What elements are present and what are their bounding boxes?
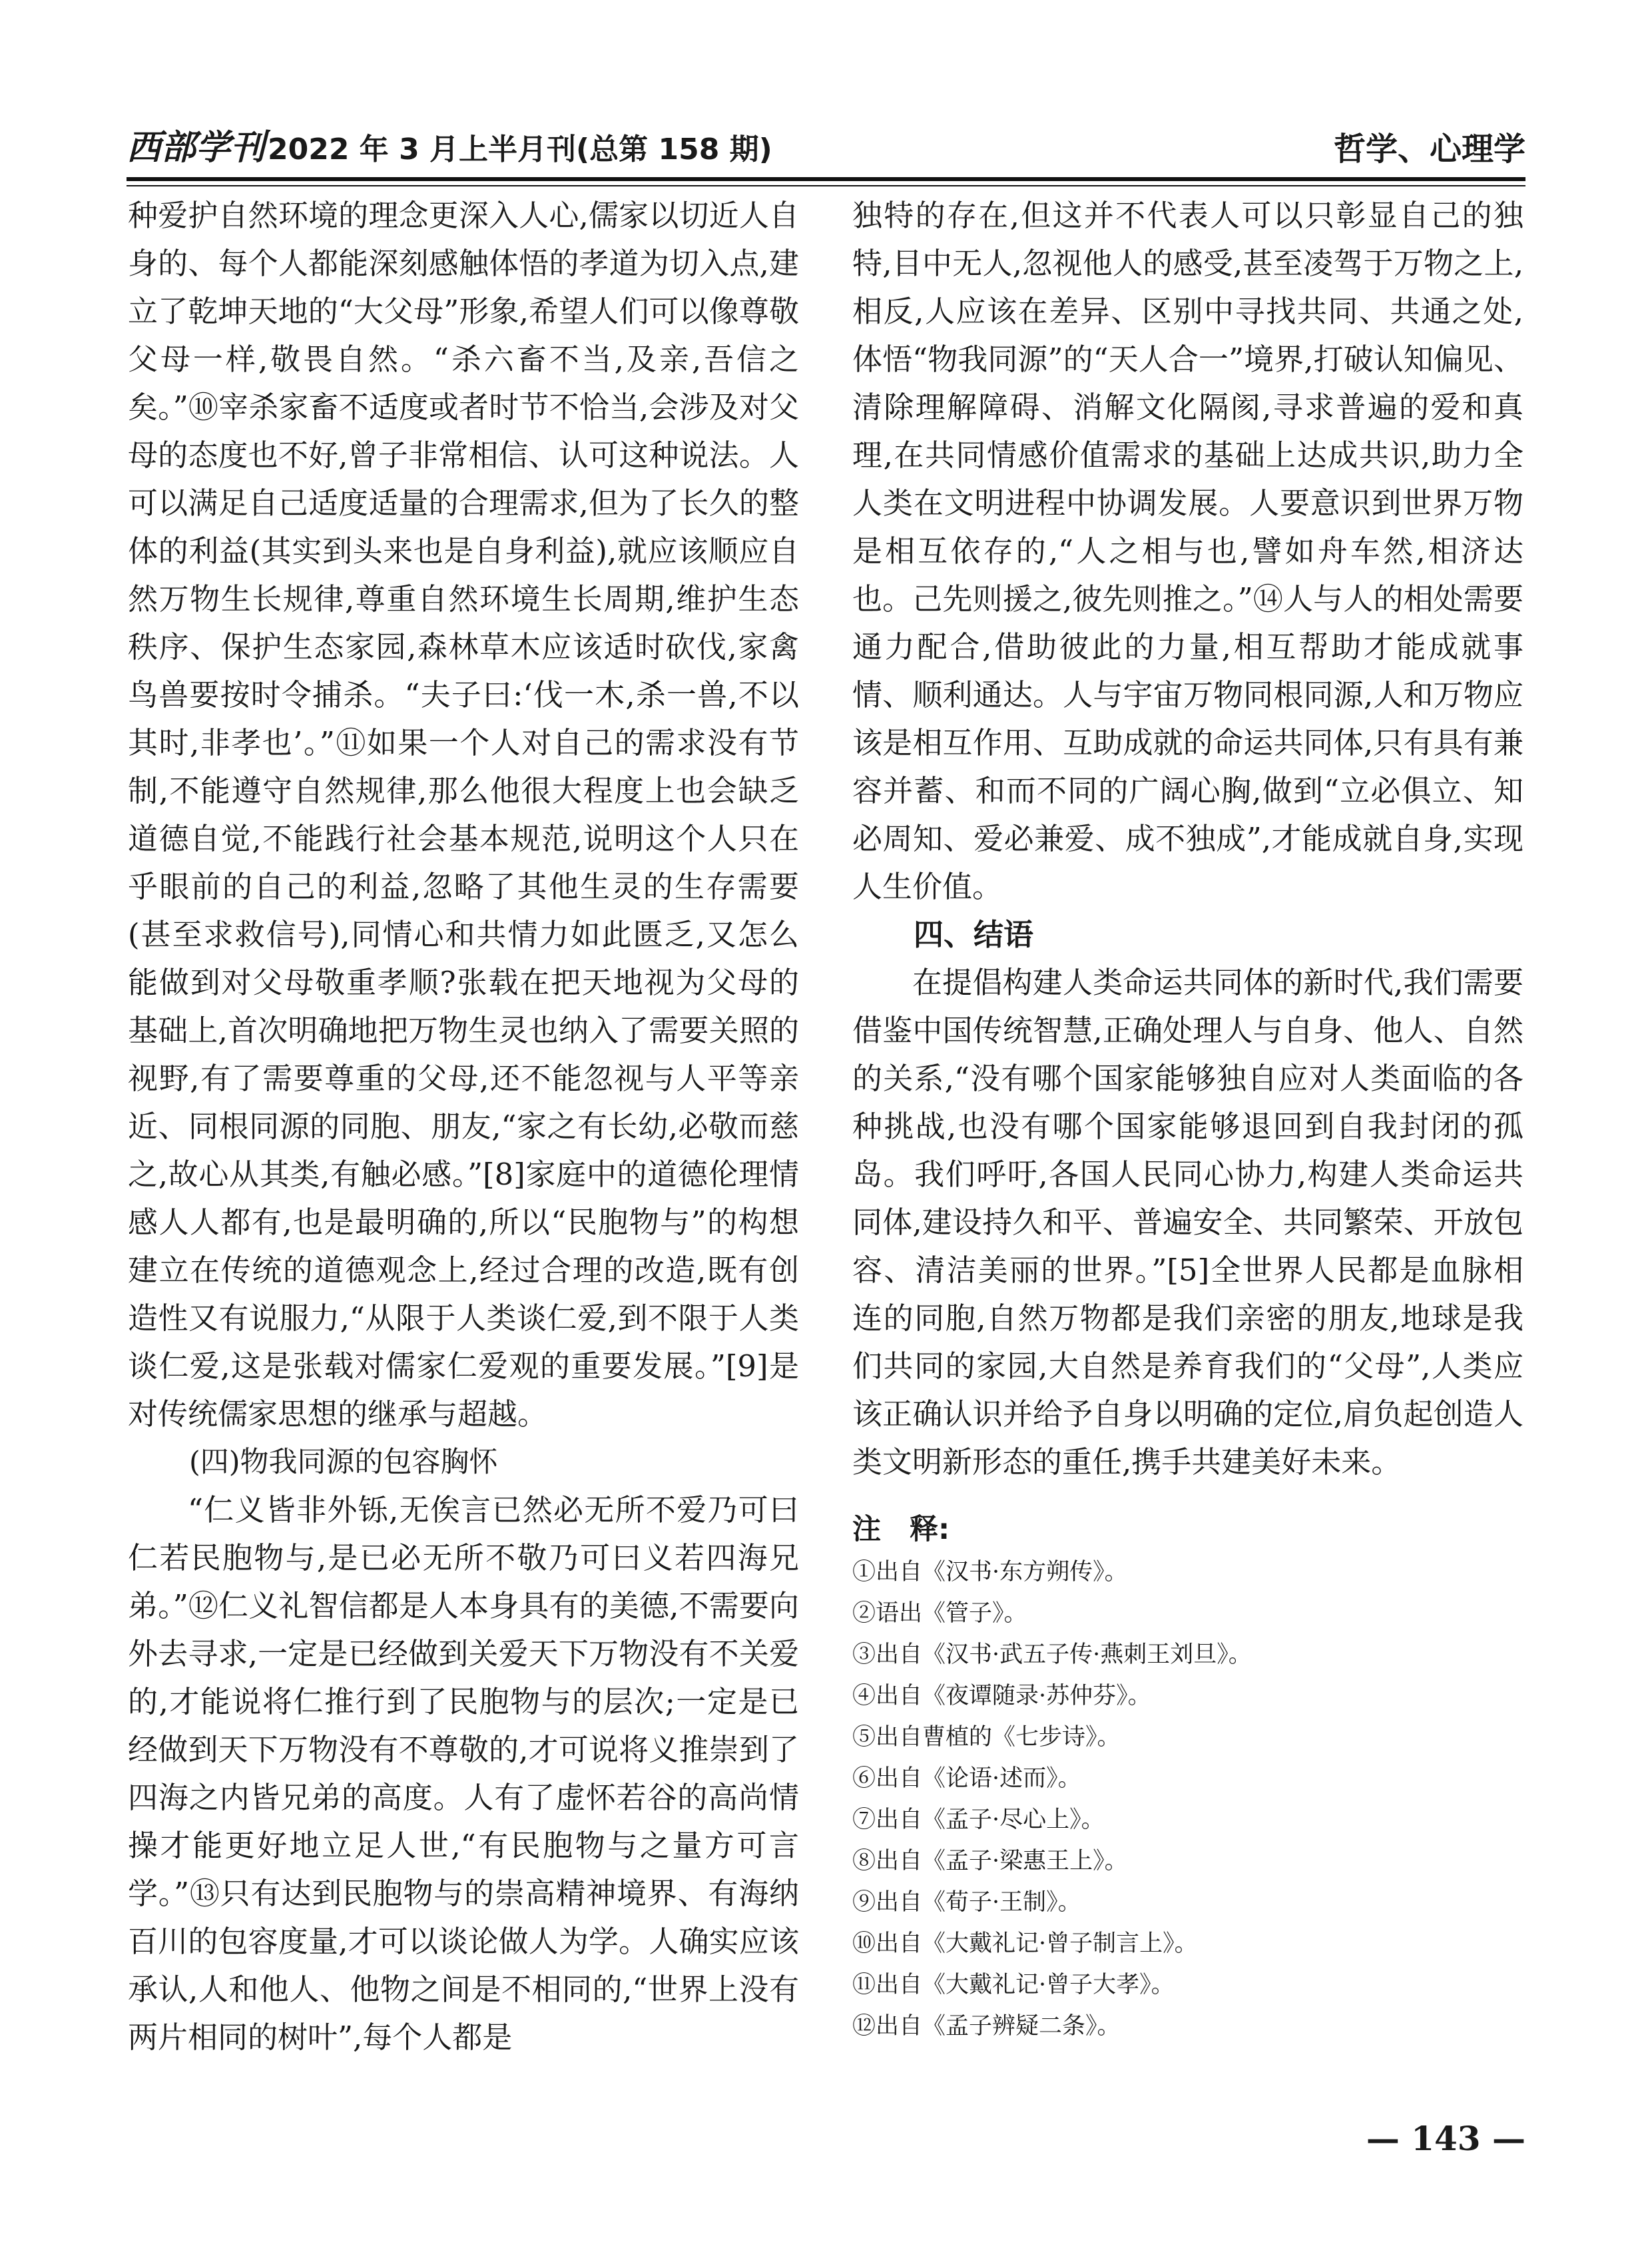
- note-item: ①出自《汉书·东方朔传》。: [852, 1559, 1128, 1585]
- note-item: ⑪出自《大戴礼记·曾子大孝》。: [852, 1972, 1175, 1998]
- note-item: ⑫出自《孟子辨疑二条》。: [852, 2013, 1121, 2040]
- note-item: ②语出《管子》。: [852, 1600, 1027, 1627]
- section-heading: 四、结语: [914, 917, 1034, 952]
- note-item: ⑨出自《荀子·王制》。: [852, 1889, 1081, 1916]
- header-rule-thick: [127, 177, 1525, 181]
- paragraph: 独特的存在,但这并不代表人可以只彰显自己的独特,目中无人,忽视他人的感受,甚至凌驾于万物之上,相反,人应该在差异、区别中寻找共同、共通之处,体悟“物我同源”的“天人合一”境界,打破认知偏见、清除理解障碍、消解文化隔阂,寻求普遍的爱和真理,在共同情感价值需求的基础上达成共识,助力全人类在文明进程中协调发展。人要意识到世界万物是相互依存的,“人之相与也,譬如舟车然,相济达也。己先则援之,彼先则推之。”⑭人与人的相处需要通力配合,借助彼此的力量,相互帮助才能成就事情、顺利通达。人与宇宙万物同根同源,人和万物应该是相互作用、互助成就的命运共同体,只有具有兼容并蓄、和而不同的广阔心胸,做到“立必俱立、知必周知、爱必兼爱、成不独成”,才能成就自身,实现人生价值。: [852, 198, 1523, 904]
- note-item: ⑤出自曹植的《七步诗》。: [852, 1724, 1121, 1751]
- notes-title: 注 释:: [852, 1513, 950, 1546]
- note-item: ③出自《汉书·武五子传·燕刺王刘旦》。: [852, 1641, 1252, 1668]
- section-label: 哲学、心理学: [1333, 131, 1525, 168]
- notes-list: [852, 1551, 1523, 2047]
- note-item: ④出自《夜谭随录·苏仲芬》。: [852, 1683, 1151, 1709]
- page-number: — 143 —: [1366, 2119, 1525, 2158]
- paragraph: 在提倡构建人类命运共同体的新时代,我们需要借鉴中国传统智慧,正确处理人与自身、他人、自然的关系,“没有哪个国家能够独自应对人类面临的各种挑战,也没有哪个国家能够退回到自我封闭的孤岛。我们呼吁,各国人民同心协力,构建人类命运共同体,建设持久和平、普遍安全、共同繁荣、开放包容、清洁美丽的世界。”[5]全世界人民都是血脉相连的同胞,自然万物都是我们亲密的朋友,地球是我们共同的家园,大自然是养育我们的“父母”,人类应该正确认识并给予自身以明确的定位,肩负起创造人类文明新形态的重任,携手共建美好未来。: [852, 965, 1523, 1480]
- left-column: [128, 192, 799, 2062]
- journal-logo: 西部学刊: [127, 127, 266, 168]
- issue-info: 2022 年 3 月上半月刊(总第 158 期): [268, 133, 772, 166]
- note-item: ⑧出自《孟子·梁惠王上》。: [852, 1848, 1128, 1874]
- right-column: [852, 192, 1523, 2047]
- note-item: ⑩出自《大戴礼记·曾子制言上》。: [852, 1930, 1198, 1957]
- header-left: [127, 119, 772, 169]
- header-rule-thin: [127, 185, 1525, 186]
- note-item: ⑥出自《论语·述而》。: [852, 1765, 1081, 1792]
- paragraph: 种爱护自然环境的理念更深入人心,儒家以切近人自身的、每个人都能深刻感触体悟的孝道为切入点,建立了乾坤天地的“大父母”形象,希望人们可以像尊敬父母一样,敬畏自然。“杀六畜不当,及亲,吾信之矣。”⑩宰杀家畜不适度或者时节不恰当,会涉及对父母的态度也不好,曾子非常相信、认可这种说法。人可以满足自己适度适量的合理需求,但为了长久的整体的利益(其实到头来也是自身利益),就应该顺应自然万物生长规律,尊重自然环境生长周期,维护生态秩序、保护生态家园,森林草木应该适时砍伐,家禽鸟兽要按时令捕杀。“夫子曰:‘伐一木,杀一兽,不以其时,非孝也’。”⑪如果一个人对自己的需求没有节制,不能遵守自然规律,那么他很大程度上也会缺乏道德自觉,不能践行社会基本规范,说明这个人只在乎眼前的自己的利益,忽略了其他生灵的生存需要(甚至求救信号),同情心和共情力如此匮乏,又怎么能做到对父母敬重孝顺?张载在把天地视为父母的基础上,首次明确地把万物生灵也纳入了需要关照的视野,有了需要尊重的父母,还不能忽视与人平等亲近、同根同源的同胞、朋友,“家之有长幼,必敬而慈之,故心从其类,有触必感。”[8]家庭中的道德伦理情感人人都有,也是最明确的,所以“民胞物与”的构想建立在传统的道德观念上,经过合理的改造,既有创造性又有说服力,“从限于人类谈仁爱,到不限于人类谈仁爱,这是张载对儒家仁爱观的重要发展。”[9]是对传统儒家思想的继承与超越。: [128, 198, 799, 1432]
- paragraph: “仁义皆非外铄,无俟言已然必无所不爱乃可曰仁若民胞物与,是已必无所不敬乃可曰义若四海兄弟。”⑫仁义礼智信都是人本身具有的美德,不需要向外去寻求,一定是已经做到关爱天下万物没有不关爱的,才能说将仁推行到了民胞物与的层次;一定是已经做到天下万物没有不尊敬的,才可说将义推崇到了四海之内皆兄弟的高度。人有了虚怀若谷的高尚情操才能更好地立足人世,“有民胞物与之量方可言学。”⑬只有达到民胞物与的崇高精神境界、有海纳百川的包容度量,才可以谈论做人为学。人确实应该承认,人和他人、他物之间是不相同的,“世界上没有两片相同的树叶”,每个人都是: [128, 1492, 799, 2055]
- note-item: ⑦出自《孟子·尽心上》。: [852, 1807, 1105, 1833]
- page-header: [127, 112, 1525, 169]
- subsection-heading: (四)物我同源的包容胸怀: [189, 1446, 498, 1479]
